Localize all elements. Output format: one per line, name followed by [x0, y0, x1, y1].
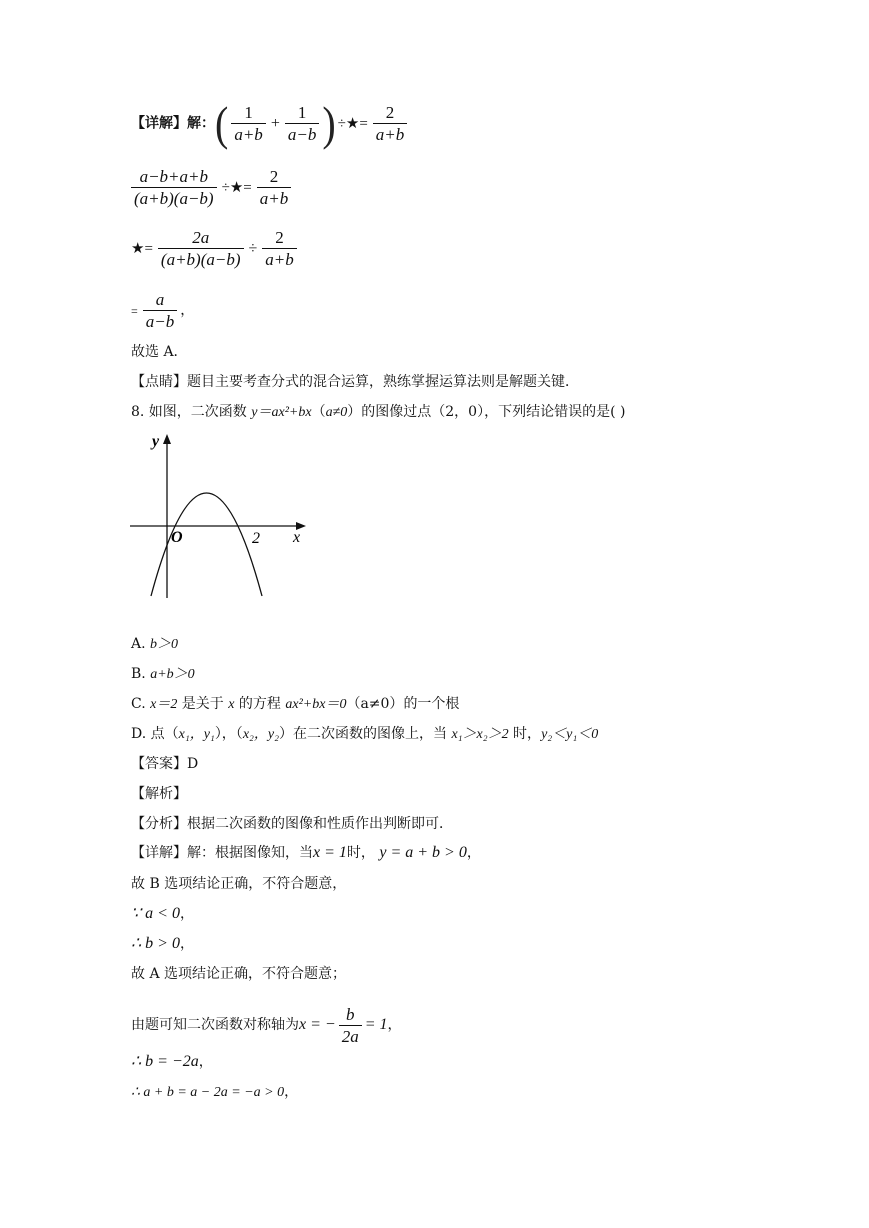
detail-line-4: = $\frac{a}{a-b}$ ， [131, 290, 195, 331]
y-axis-arrow [163, 434, 171, 444]
detail-prefix: 【详解】解： [131, 115, 215, 132]
fraction-1: $\frac{1}{a+b}$ [231, 102, 265, 145]
origin-label: O [171, 529, 183, 546]
answer-line: 【答案】D [131, 756, 199, 772]
fraction-step2: $\frac{a-b+a+b}{(a+b)(a-b)}$ [131, 166, 217, 209]
right-paren: ) [322, 95, 336, 150]
fraction-step3: $\frac{2a}{(a+b)(a-b)}$ [158, 227, 244, 270]
option-c: C. x＝2 是关于 x 的方程 ax²+bx＝0（a≠0）的一个根 [131, 696, 460, 712]
option-d: D. 点（x₁，y₁），（x₂，y₂）在二次函数的图像上，当 x₁＞x₂＞2 时，y₂＜y₁＜0 [131, 726, 599, 742]
detail-line-3: ★= $\frac{2a}{(a+b)(a-b)}$ ÷ $\frac{2}{a+b}$ [131, 227, 300, 270]
detail-line-2: $\frac{a-b+a+b}{(a+b)(a-b)}$ ÷★= $\frac{2}{a+b}$ [131, 166, 294, 209]
fraction-step3-rhs: $\frac{2}{a+b}$ [262, 227, 296, 270]
div-star-op: ÷★= [337, 115, 368, 132]
tick-2-label: 2 [252, 530, 260, 547]
x-axis-label: x [293, 529, 301, 546]
fraction-step4: $\frac{a}{a-b}$ [143, 289, 177, 332]
detail-answer-line: 【详解】解：根据图像知，当x = 1时， y = a + b > 0， [131, 844, 481, 861]
axis-fraction: $\frac{b}{2a}$ [339, 1004, 362, 1047]
question-8: 8. 如图，二次函数 y＝ax²+bx（a≠0）的图像过点（2，0），下列结论错误的是( ) [131, 404, 626, 420]
choose-line: 故选 A． [131, 344, 188, 360]
option-b: B. a+b＞0 [131, 666, 195, 682]
because-line: ∵ a < 0， [131, 905, 194, 922]
therefore-b-neg2a-line: ∴ b = −2a， [131, 1053, 213, 1070]
detail-line-1: 【详解】解：( $\frac{1}{a+b}$ + $\frac{1}{a-b}$ ) ÷★= $\frac{2}{a+b}$ [131, 102, 410, 145]
fraction-step2-rhs: $\frac{2}{a+b}$ [257, 166, 291, 209]
analysis-line: 【解析】 [131, 786, 187, 802]
b-correct-line: 故 B 选项结论正确，不符合题意， [131, 876, 347, 892]
option-a: A. b＞0 [131, 636, 179, 652]
fraction-2: $\frac{1}{a-b}$ [285, 102, 319, 145]
fraction-rhs: $\frac{2}{a+b}$ [373, 102, 407, 145]
axis-line: 由题可知二次函数对称轴为x = − $\frac{b}{2a}$ = 1， [131, 1004, 402, 1046]
therefore-sum-line: ∴ a + b = a − 2a = −a > 0， [131, 1084, 299, 1100]
fenxi-line: 【分析】根据二次函数的图像和性质作出判断即可． [131, 816, 453, 832]
parabola-graph [128, 430, 313, 600]
therefore-b-line: ∴ b > 0， [131, 935, 194, 952]
comment-line: 【点睛】题目主要考查分式的混合运算，熟练掌握运算法则是解题关键． [131, 374, 579, 390]
a-correct-line: 故 A 选项结论正确，不符合题意； [131, 966, 347, 982]
left-paren: ( [215, 95, 229, 150]
y-axis-label: y [152, 433, 160, 450]
